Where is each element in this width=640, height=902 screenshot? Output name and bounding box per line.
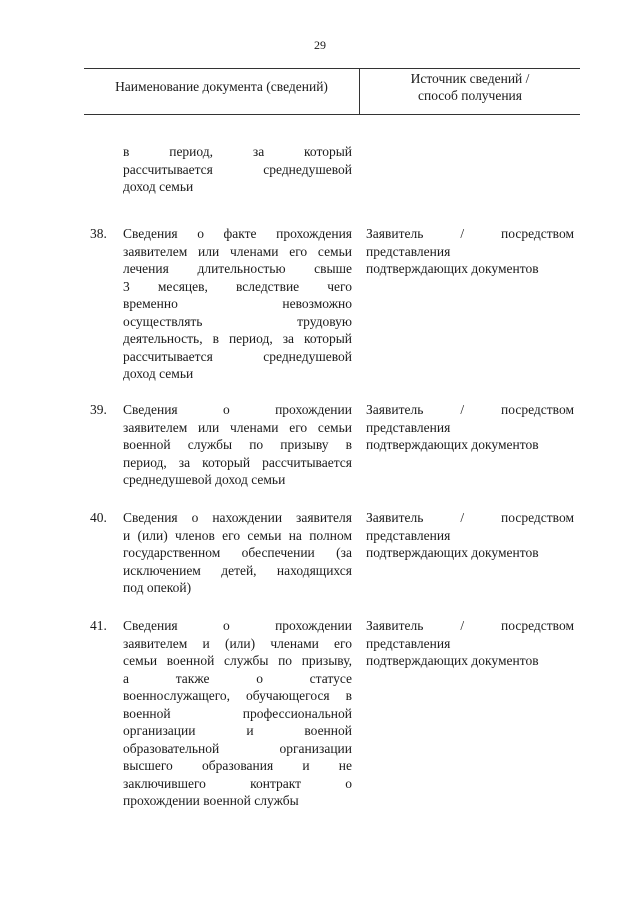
row-number: 40. [90,510,107,525]
text-line: под опекой) [123,580,192,595]
text-line: период, за который рассчитывается [123,454,352,470]
text-line: Заявитель / посредством [366,226,574,241]
text-line: военной профессиональной [123,705,352,721]
text-line: а также о статусе [123,670,352,686]
page-number: 29 [314,38,326,52]
header-col-source-line1: Источник сведений / [410,71,530,86]
header-bottom-rule [84,114,580,115]
header-col-source-line2: способ получения [417,88,522,103]
text-line: подтверждающих документов [366,437,539,452]
text-line: семьи военной службы по призыву, [123,653,352,668]
text-line: Заявитель / посредством [366,510,574,525]
text-line: Сведения о прохождении [123,402,352,417]
text-line: заключившего контракт о [123,775,352,791]
text-line: деятельность, в период, за который [123,331,352,346]
text-line: заявителем или членами его семьи [123,419,352,435]
text-line: организации и военной [123,723,352,738]
text-line: представления [366,635,451,651]
text-line: подтверждающих документов [366,653,539,668]
text-line: в период, за который [123,144,352,159]
text-line: подтверждающих документов [366,261,539,276]
text-line: среднедушевой доход семьи [123,472,286,487]
row-number: 39. [90,402,107,417]
text-line: заявителем или членами его семьи [123,243,352,259]
text-line: доход семьи [123,179,194,194]
text-line: рассчитывается среднедушевой [123,348,352,364]
text-line: 3 месяцев, вследствие чего [123,278,352,294]
text-line: и (или) членов его семьи на полном [123,527,352,543]
row-source [366,509,574,562]
row-source [366,401,574,454]
text-line: Сведения о факте прохождения [123,226,352,241]
text-line: высшего образования и не [123,758,352,773]
text-line: Заявитель / посредством [366,402,574,417]
text-line: военнослужащего, обучающегося в [123,688,352,703]
row-number: 41. [90,618,107,633]
header-col-source [360,70,580,104]
text-line: представления [366,243,451,259]
header-col-name: Наименование документа (сведений) [115,79,328,94]
row-document-name [123,401,352,489]
text-line: временно невозможно [123,296,352,311]
text-line: лечения длительностью свыше [123,261,352,276]
row-number: 38. [90,226,107,241]
text-line: осуществлять трудовую [123,313,352,329]
text-line: Сведения о нахождении заявителя [123,510,352,525]
row-document-name [123,509,352,597]
text-line: Заявитель / посредством [366,618,574,633]
table-top-rule [84,68,580,69]
text-line: государственном обеспечении (за [123,545,352,560]
text-line: исключением детей, находящихся [123,562,352,578]
row-document-name [123,225,352,383]
row-source [366,617,574,670]
text-line: военной службы по призыву в [123,437,352,452]
text-line: представления [366,527,451,543]
text-line: прохождении военной службы [123,793,299,808]
row-source [366,225,574,278]
text-line: образовательной организации [123,740,352,756]
text-line: подтверждающих документов [366,545,539,560]
row-document-name [123,617,352,810]
text-line: рассчитывается среднедушевой [123,161,352,177]
continuation-text [123,143,352,196]
text-line: представления [366,419,451,435]
text-line: Сведения о прохождении [123,618,352,633]
text-line: заявителем и (или) членами его [123,635,352,651]
text-line: доход семьи [123,366,194,381]
